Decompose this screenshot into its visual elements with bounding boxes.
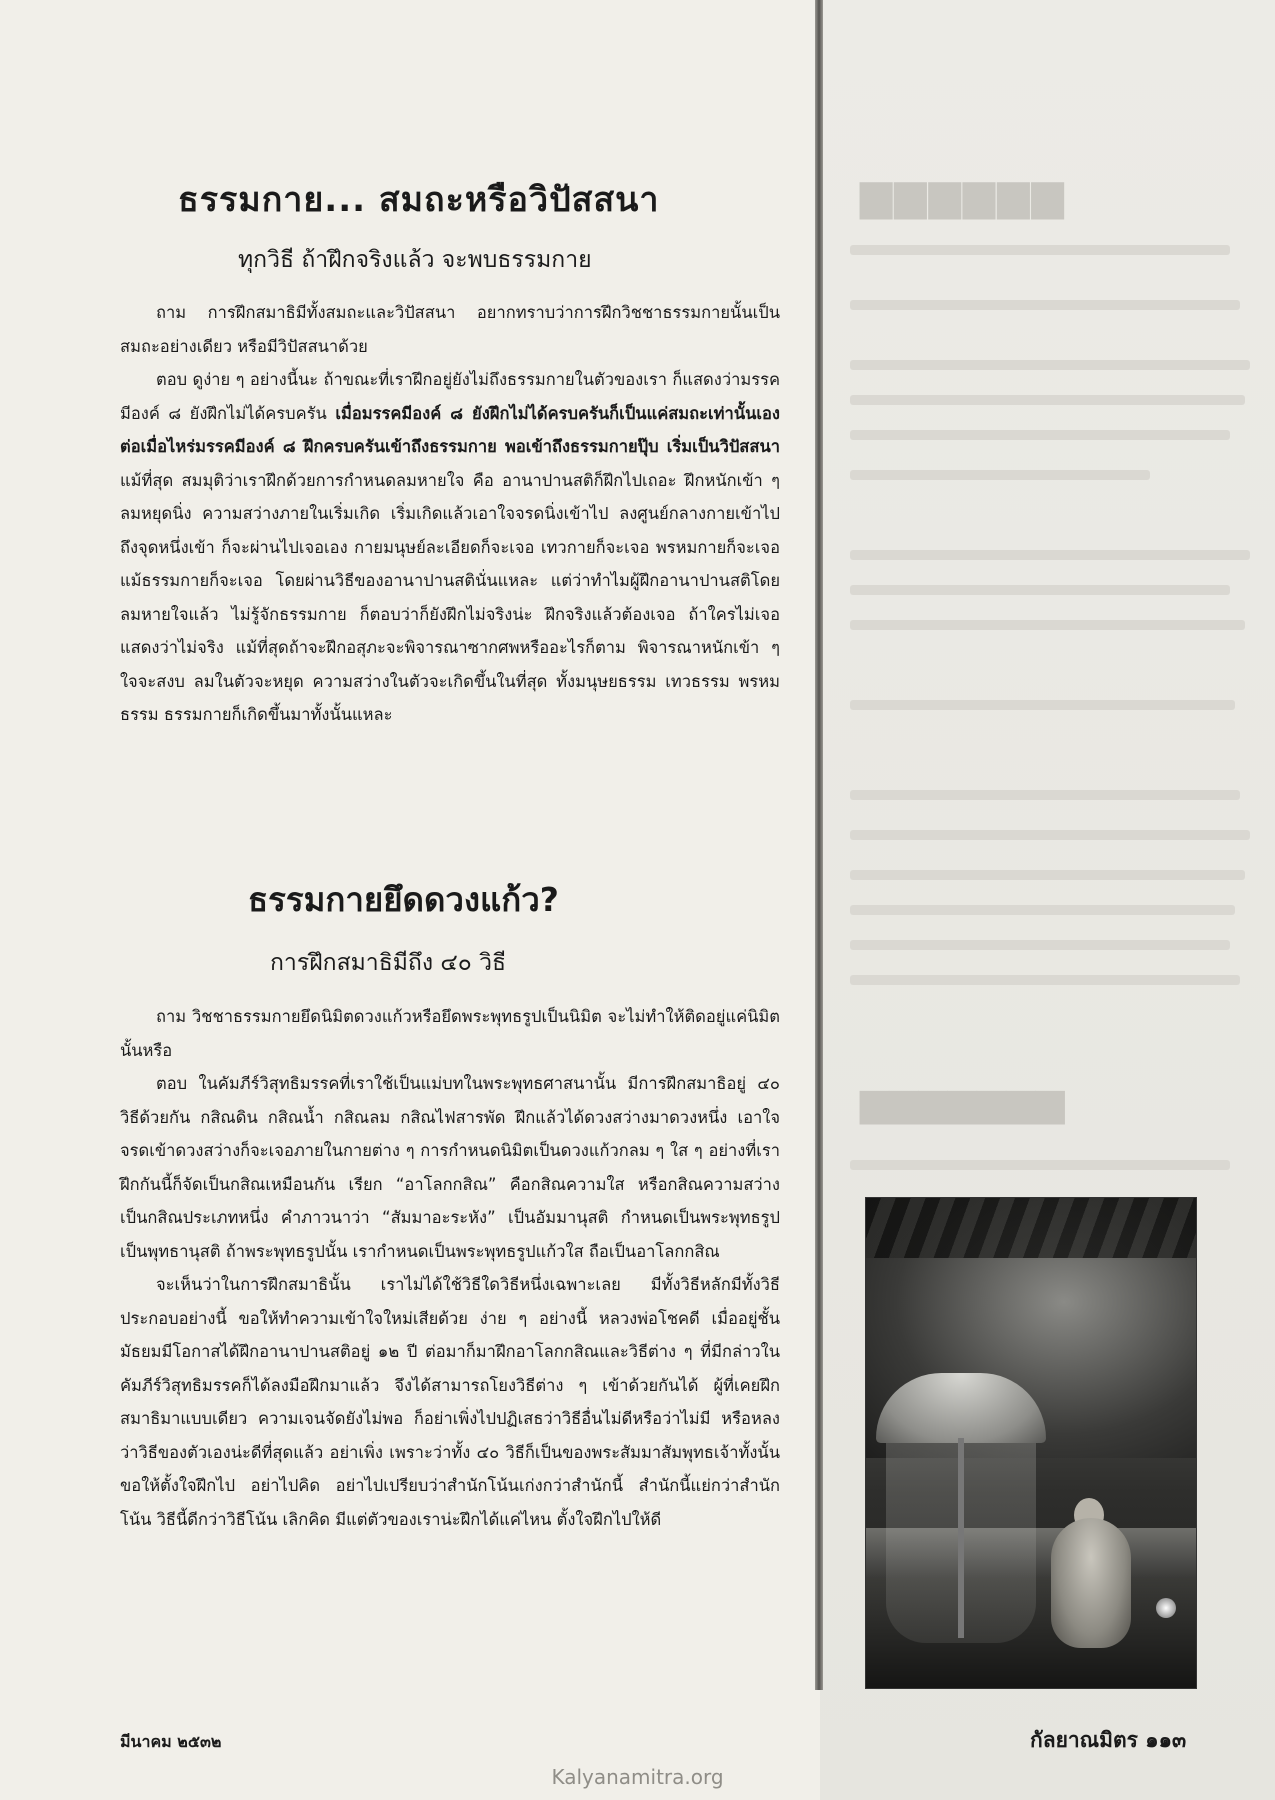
answer-text-1: ดูง่าย ๆ อย่างนี้นะ ถ้าขณะที่เราฝึกอยู่ยังไม่ถึงธรรมกายในตัวของเรา ก็แสดงว่ามรรคมีองค์ ๘ ยังฝึกไม่ได้ครบครัน xyxy=(120,370,780,423)
answer-text: ในคัมภีร์วิสุทธิมรรคที่เราใช้เป็นแม่บทในพระพุทธศาสนานั้น มีการฝึกสมาธิอยู่ ๔๐ วิธีด้วยกัน กสิณดิน กสิณน้ำ กสิณลม กสิณไฟสารพัด ฝึกแล้วได้ดวงสว่างมาดวงหนึ่ง เอาใจจรดเข้าดวงสว่างก็จะเจอภายในกายต่าง ๆ การกำหนดนิมิตเป็นดวงแก้วกลม ๆ ใส ๆ อย่างที่เราฝึกกันนี้ก็จัดเป็นกสิณเหมือนกัน เรียก “อาโลกกสิณ” คือกสิณความใส หรือกสิณความสว่าง เป็นกสิณประเภทหนึ่ง คำภาวนาว่า “สัมมาอะระหัง” เป็นอัมมานุสติ กำหนดเป็นพระพุทธรูป เป็นพุทธานุสติ ถ้าพระพุทธรูปนั้น เรากำหนดเป็นพระพุทธรูปแก้วใส ถือเป็นอาโลกกสิณ xyxy=(120,1074,780,1261)
bleedthrough-heading: ▆▆▆▆▆▆ xyxy=(860,170,1066,219)
question-label: ถาม xyxy=(156,1007,187,1026)
section2-body xyxy=(120,1000,780,1536)
lantern-icon xyxy=(1156,1598,1176,1618)
section2-title: ธรรมกายยึดดวงแก้ว? xyxy=(248,880,559,919)
section1-answer xyxy=(120,363,780,732)
question-text: การฝึกสมาธิมีทั้งสมถะและวิปัสสนา อยากทราบว่าการฝึกวิชชาธรรมกายนั้นเป็นสมถะอย่างเดียว หรือมีวิปัสสนาด้วย xyxy=(120,303,780,356)
question-text: วิชชาธรรมกายยึดนิมิตดวงแก้วหรือยึดพระพุทธรูปเป็นนิมิต จะไม่ทำให้ติดอยู่แค่นิมิตนั้นหรือ xyxy=(120,1007,781,1060)
question-label: ถาม xyxy=(156,303,187,322)
answer-label: ตอบ xyxy=(156,370,188,389)
section2-question xyxy=(120,1000,780,1067)
bleedthrough-heading-2: ▆▆▆▆▆▆▆ xyxy=(860,1080,1065,1124)
monk-figure xyxy=(1051,1518,1131,1648)
section2-subtitle: การฝึกสมาธิมีถึง ๔๐ วิธี xyxy=(270,950,507,976)
answer-text-bold: เมื่อมรรคมีองค์ ๘ ยังฝึกไม่ได้ครบครันก็เป็นแค่สมถะเท่านั้นเอง ต่อเมื่อไหร่มรรคมีองค์ ๘ ฝึกครบครันเข้าถึงธรรมกาย พอเข้าถึงธรรมกายปุ๊บ เริ่มเป็นวิปัสสนา xyxy=(120,403,780,456)
section2-paragraph-2: จะเห็นว่าในการฝึกสมาธินั้น เราไม่ได้ใช้วิธีใดวิธีหนึ่งเฉพาะเลย มีทั้งวิธีหลักมีทั้งวิธีประกอบอย่างนี้ ขอให้ทำความเข้าใจใหม่เสียด้วย ง่าย ๆ อย่างนี้ หลวงพ่อโชคดี เมื่ออยู่ชั้นมัธยมมีโอกาสได้ฝึกอานาปานสติอยู่ ๑๒ ปี ต่อมาก็มาฝึกอาโลกกสิณและวิธีต่าง ๆ ที่มีกล่าวในคัมภีร์วิสุทธิมรรคก็ได้ลงมือฝึกมาแล้ว จึงได้สามารถโยงวิธีต่าง ๆ เข้าด้วยกันได้ ผู้ที่เคยฝึกสมาธิมาแบบเดียว ความเจนจัดยังไม่พอ ก็อย่าเพิ่งไปปฏิเสธว่าวิธีอื่นไม่ดีหรือว่าไม่มี หรือหลงว่าวิธีของตัวเองน่ะดีที่สุดแล้ว อย่าเพิ่ง เพราะว่าทั้ง ๔๐ วิธีก็เป็นของพระสัมมาสัมพุทธเจ้าทั้งนั้น ขอให้ตั้งใจฝึกไป อย่าไปคิด อย่าไปเปรียบว่าสำนักโน้นเก่งกว่าสำนักนี้ สำนักนี้แย่กว่าสำนักโน้น วิธีนี้ดีกว่าวิธีโน้น เลิกคิด มีแต่ตัวของเราน่ะฝึกได้แค่ไหน ตั้งใจฝึกไปให้ดี xyxy=(120,1275,780,1529)
section2-answer xyxy=(120,1067,780,1268)
meditating-monk-photo xyxy=(865,1197,1197,1689)
answer-text-2: แม้ที่สุด สมมุติว่าเราฝึกด้วยการกำหนดลมหายใจ คือ อานาปานสติก็ฝึกไปเถอะ ฝึกหนักเข้า ๆ ลมหยุดนิ่ง ความสว่างภายในเริ่มเกิด เริ่มเกิดแล้วเอาใจจรดนิ่งเข้าไป ลงศูนย์กลางกายเข้าไปถึงจุดหนึ่งเข้า ก็จะผ่านไปเจอเอง กายมนุษย์ละเอียดก็จะเจอ เทวกายก็จะเจอ พรหมกายก็จะเจอ แม้ธรรมกายก็จะเจอ โดยผ่านวิธีของอานาปานสตินั่นแหละ แต่ว่าทำไมผู้ฝึกอานาปานสติโดยลมหายใจแล้ว ไม่รู้จักธรรมกาย ก็ตอบว่าก็ยังฝึกไม่จริงน่ะ ฝึกจริงแล้วต้องเจอ ถ้าใครไม่เจอ แสดงว่าไม่จริง แม้ที่สุดถ้าจะฝึกอสุภะจะพิจารณาซากศพหรืออะไรก็ตาม พิจารณาหนักเข้า ๆ ใจจะสงบ ลมในตัวจะหยุด ความสว่างในตัวจะเกิดขึ้นในที่สุด ทั้งมนุษยธรรม เทวธรรม พรหมธรรม ธรรมกายก็เกิดขึ้นมาทั้งนั้นแหละ xyxy=(120,470,780,724)
issue-date: มีนาคม ๒๕๓๒ xyxy=(120,1732,222,1751)
section1-question xyxy=(120,296,780,363)
section1-subtitle: ทุกวิธี ถ้าฝึกจริงแล้ว จะพบธรรมกาย xyxy=(238,247,592,273)
section1-title: ธรรมกาย... สมถะหรือวิปัสสนา xyxy=(178,180,660,220)
site-watermark: Kalyanamitra.org xyxy=(551,1765,724,1789)
answer-label: ตอบ xyxy=(156,1074,188,1093)
page-gutter-divider xyxy=(815,0,823,1690)
section1-body xyxy=(120,296,780,732)
magazine-page-number: กัลยาณมิตร ๑๑๓ xyxy=(1030,1728,1187,1752)
